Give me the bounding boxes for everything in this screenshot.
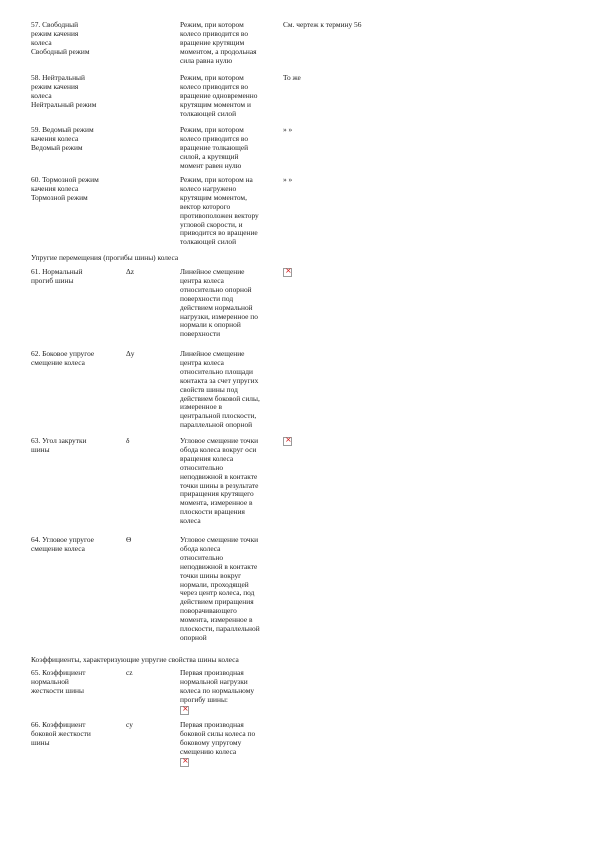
term-name-cell [31,21,123,57]
term-definition: Угловое смещение точки обода колеса относительно неподвижной в контакте точки шины вокруг нормали, проходящей через центр колеса, под действием приращения поворачивающего момента, измеренное в плоскости, параллельной опорной [180,535,260,642]
term-definition: Линейное смещение центра колеса относительно опорной поверхности под действием нормальной нагрузки, измеренное по нормали к опорной поверхности [180,267,258,339]
broken-image-icon [180,706,189,715]
term-name: 66. Коэффициент боковой жесткости шины [31,720,91,747]
term-definition: Первая производная нормальной нагрузки колеса по нормальному прогибу шины: [180,668,255,704]
broken-image-icon [283,437,292,446]
term-definition: Режим, при котором колесо приводится во вращение крутящим моментом, а продольная сила равна нулю [180,20,257,65]
term-name: 62. Боковое упругое смещение колеса [31,349,95,367]
term-synonym: Тормозной режим [31,192,88,202]
term-name: 59. Ведомый режим качения колеса [31,125,94,143]
term-definition: Угловое смещение точки обода колеса вокруг оси вращения колеса относительно неподвижной в контакте точки шины в результате приращения крутящего момента, измеренное в плоскости вращения колеса [180,436,259,526]
term-symbol: Δz [126,267,135,276]
term-definition: Режим, при котором колесо приводится во вращение одновременно крутящим моментом и толкающей силой [180,73,258,118]
term-name: 64. Угловое упругое смещение колеса [31,535,94,553]
term-symbol: cz [126,668,133,677]
broken-image-icon [180,758,189,767]
term-synonym: Свободный режим [31,46,90,56]
broken-image-icon [283,268,292,277]
term-synonym: Нейтральный режим [31,99,97,109]
term-name: 65. Коэффициент нормальной жесткости шины [31,668,86,695]
term-name: 63. Угол закрутки шины [31,436,87,454]
term-name: 61. Нормальный прогиб шины [31,267,83,285]
term-note: » » [283,175,293,184]
section-heading-elastic: Упругие перемещения (прогибы шины) колеса [31,253,179,262]
term-note: См. чертеж к термину 56 [283,20,362,29]
term-symbol: δ [126,436,130,445]
term-note: То же [283,73,301,82]
section-heading-coefficients: Коэффициенты, характеризующие упругие свойства шины колеса [31,655,239,664]
term-name: 58. Нейтральный режим качения колеса [31,73,85,100]
term-symbol: Δy [126,349,135,358]
term-definition: Линейное смещение центра колеса относительно площади контакта за счет упругих свойств шины под действием боковой силы, измеренное в центральной плоскости, параллельной опорной [180,349,260,430]
term-name: 57. Свободный режим качения колеса [31,20,79,47]
term-definition: Первая производная боковой силы колеса по боковому упругому смещению колеса [180,720,256,756]
term-symbol: cy [126,720,133,729]
term-name: 60. Тормозной режим качения колеса [31,175,99,193]
term-definition: Режим, при котором на колесо нагружено крутящим моментом, вектор которого противоположен вектору угловой скорости, и приводится во вращение толкающей силой [180,175,259,247]
term-synonym: Ведомый режим [31,142,83,152]
term-note: » » [283,125,293,134]
term-symbol: Θ [126,535,132,544]
term-definition: Режим, при котором колесо приводится во вращение толкающей силой, а крутящий момент равен нулю [180,125,249,170]
